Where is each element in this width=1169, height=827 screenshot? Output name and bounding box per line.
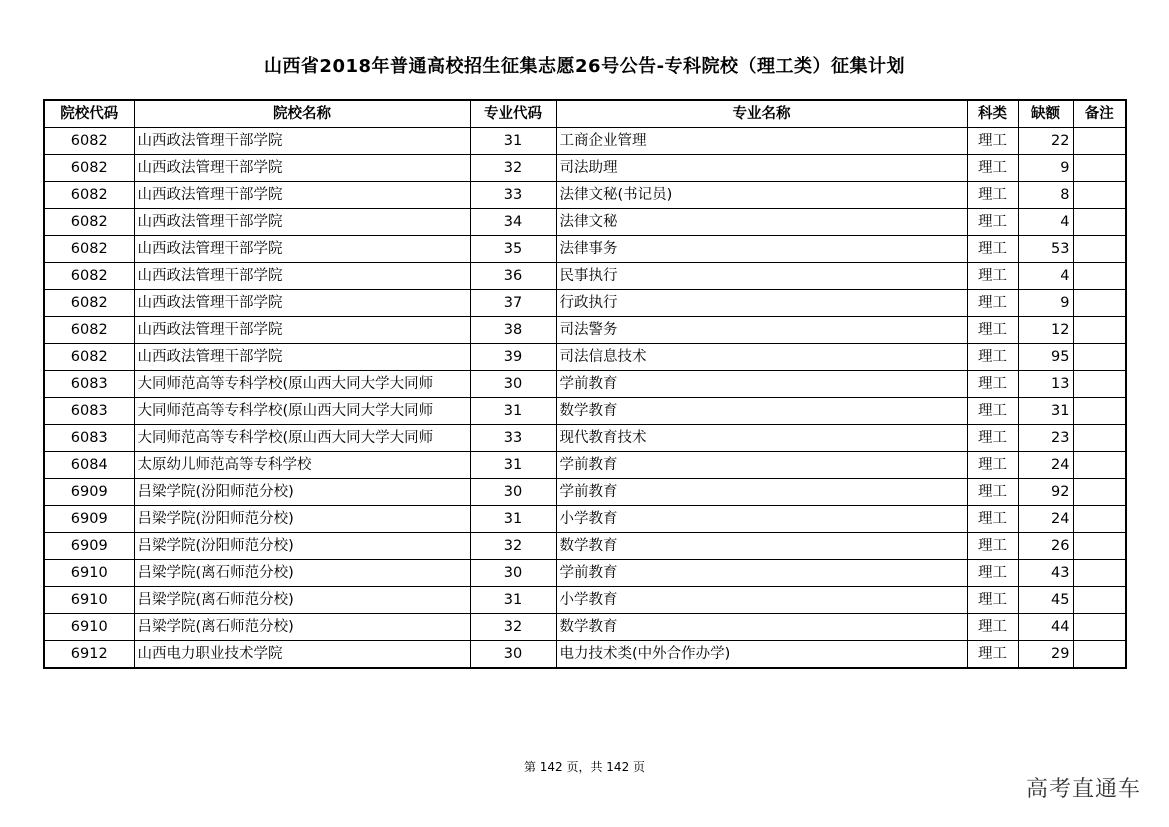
school-name-cell: 山西政法管理干部学院: [134, 128, 470, 155]
school-name-cell: 吕梁学院(离石师范分校): [134, 614, 470, 641]
school-code-cell: 6083: [44, 398, 134, 425]
watermark: 高考直通车: [1025, 777, 1141, 802]
major-name-cell: 司法警务: [556, 317, 967, 344]
remarks-cell: [1073, 641, 1126, 669]
vacancy-cell: 9: [1018, 155, 1073, 182]
major-name-cell: 学前教育: [556, 560, 967, 587]
school-code-cell: 6082: [44, 317, 134, 344]
category-cell: 理工: [967, 425, 1018, 452]
school-name-cell: 吕梁学院(汾阳师范分校): [134, 533, 470, 560]
vacancy-cell: 22: [1018, 128, 1073, 155]
table-row: [44, 641, 1126, 669]
table-row: [44, 236, 1126, 263]
table-row: [44, 479, 1126, 506]
table-body: [44, 128, 1126, 669]
header-major-code: 专业代码: [470, 100, 556, 128]
remarks-cell: [1073, 479, 1126, 506]
remarks-cell: [1073, 344, 1126, 371]
major-code-cell: 37: [470, 290, 556, 317]
category-cell: 理工: [967, 344, 1018, 371]
major-code-cell: 33: [470, 425, 556, 452]
school-name-cell: 吕梁学院(汾阳师范分校): [134, 506, 470, 533]
school-name-cell: 吕梁学院(离石师范分校): [134, 560, 470, 587]
school-name-cell: 太原幼儿师范高等专科学校: [134, 452, 470, 479]
major-name-cell: 司法助理: [556, 155, 967, 182]
major-code-cell: 31: [470, 452, 556, 479]
header-major-name: 专业名称: [556, 100, 967, 128]
remarks-cell: [1073, 128, 1126, 155]
major-name-cell: 小学教育: [556, 506, 967, 533]
remarks-cell: [1073, 398, 1126, 425]
header-category: 科类: [967, 100, 1018, 128]
major-code-cell: 39: [470, 344, 556, 371]
major-code-cell: 30: [470, 479, 556, 506]
school-code-cell: 6909: [44, 506, 134, 533]
category-cell: 理工: [967, 317, 1018, 344]
category-cell: 理工: [967, 641, 1018, 669]
vacancy-cell: 44: [1018, 614, 1073, 641]
category-cell: 理工: [967, 479, 1018, 506]
vacancy-cell: 31: [1018, 398, 1073, 425]
document-title: 山西省2018年普通高校招生征集志愿26号公告-专科院校（理工类）征集计划: [263, 56, 906, 77]
table-row: [44, 371, 1126, 398]
category-cell: 理工: [967, 452, 1018, 479]
school-code-cell: 6910: [44, 587, 134, 614]
table-row: [44, 533, 1126, 560]
remarks-cell: [1073, 506, 1126, 533]
major-name-cell: 小学教育: [556, 587, 967, 614]
major-code-cell: 34: [470, 209, 556, 236]
school-name-cell: 山西政法管理干部学院: [134, 290, 470, 317]
school-code-cell: 6082: [44, 209, 134, 236]
school-code-cell: 6082: [44, 290, 134, 317]
major-code-cell: 31: [470, 587, 556, 614]
school-name-cell: 吕梁学院(离石师范分校): [134, 587, 470, 614]
school-name-cell: 山西政法管理干部学院: [134, 263, 470, 290]
vacancy-cell: 24: [1018, 452, 1073, 479]
school-name-cell: 吕梁学院(汾阳师范分校): [134, 479, 470, 506]
school-name-cell: 大同师范高等专科学校(原山西大同大学大同师: [134, 398, 470, 425]
school-code-cell: 6082: [44, 182, 134, 209]
remarks-cell: [1073, 317, 1126, 344]
school-name-cell: 山西政法管理干部学院: [134, 344, 470, 371]
school-name-cell: 山西电力职业技术学院: [134, 641, 470, 669]
school-code-cell: 6910: [44, 560, 134, 587]
school-code-cell: 6084: [44, 452, 134, 479]
major-name-cell: 数学教育: [556, 614, 967, 641]
school-code-cell: 6082: [44, 344, 134, 371]
school-code-cell: 6083: [44, 371, 134, 398]
major-code-cell: 31: [470, 128, 556, 155]
category-cell: 理工: [967, 236, 1018, 263]
major-name-cell: 数学教育: [556, 398, 967, 425]
major-code-cell: 38: [470, 317, 556, 344]
major-name-cell: 学前教育: [556, 371, 967, 398]
major-code-cell: 31: [470, 506, 556, 533]
category-cell: 理工: [967, 587, 1018, 614]
remarks-cell: [1073, 371, 1126, 398]
remarks-cell: [1073, 155, 1126, 182]
table-row: [44, 290, 1126, 317]
header-vacancy: 缺额: [1018, 100, 1073, 128]
major-code-cell: 33: [470, 182, 556, 209]
category-cell: 理工: [967, 506, 1018, 533]
remarks-cell: [1073, 452, 1126, 479]
major-code-cell: 30: [470, 641, 556, 669]
school-name-cell: 大同师范高等专科学校(原山西大同大学大同师: [134, 371, 470, 398]
major-name-cell: 学前教育: [556, 479, 967, 506]
table-row: [44, 614, 1126, 641]
school-name-cell: 山西政法管理干部学院: [134, 317, 470, 344]
school-code-cell: 6082: [44, 263, 134, 290]
vacancy-cell: 26: [1018, 533, 1073, 560]
remarks-cell: [1073, 533, 1126, 560]
table-header-row: [44, 100, 1126, 128]
table-row: [44, 452, 1126, 479]
school-name-cell: 山西政法管理干部学院: [134, 236, 470, 263]
category-cell: 理工: [967, 371, 1018, 398]
vacancy-cell: 9: [1018, 290, 1073, 317]
vacancy-cell: 53: [1018, 236, 1073, 263]
remarks-cell: [1073, 425, 1126, 452]
remarks-cell: [1073, 209, 1126, 236]
school-name-cell: 山西政法管理干部学院: [134, 209, 470, 236]
category-cell: 理工: [967, 533, 1018, 560]
major-name-cell: 司法信息技术: [556, 344, 967, 371]
remarks-cell: [1073, 560, 1126, 587]
vacancy-cell: 24: [1018, 506, 1073, 533]
page-footer: 第 142 页，共 142 页: [523, 760, 646, 774]
table-row: [44, 128, 1126, 155]
vacancy-cell: 13: [1018, 371, 1073, 398]
school-name-cell: 山西政法管理干部学院: [134, 182, 470, 209]
major-name-cell: 电力技术类(中外合作办学): [556, 641, 967, 669]
school-code-cell: 6910: [44, 614, 134, 641]
major-code-cell: 32: [470, 614, 556, 641]
vacancy-cell: 12: [1018, 317, 1073, 344]
category-cell: 理工: [967, 290, 1018, 317]
vacancy-cell: 29: [1018, 641, 1073, 669]
school-code-cell: 6912: [44, 641, 134, 669]
major-name-cell: 学前教育: [556, 452, 967, 479]
remarks-cell: [1073, 614, 1126, 641]
table-row: [44, 506, 1126, 533]
category-cell: 理工: [967, 560, 1018, 587]
vacancy-cell: 43: [1018, 560, 1073, 587]
category-cell: 理工: [967, 398, 1018, 425]
school-code-cell: 6082: [44, 128, 134, 155]
vacancy-cell: 8: [1018, 182, 1073, 209]
major-name-cell: 法律文秘: [556, 209, 967, 236]
table-row: [44, 425, 1126, 452]
vacancy-cell: 4: [1018, 263, 1073, 290]
vacancy-cell: 92: [1018, 479, 1073, 506]
enrollment-plan-table: [43, 99, 1127, 669]
vacancy-cell: 4: [1018, 209, 1073, 236]
category-cell: 理工: [967, 209, 1018, 236]
table-row: [44, 209, 1126, 236]
major-code-cell: 32: [470, 155, 556, 182]
remarks-cell: [1073, 587, 1126, 614]
vacancy-cell: 23: [1018, 425, 1073, 452]
header-remarks: 备注: [1073, 100, 1126, 128]
school-code-cell: 6909: [44, 533, 134, 560]
remarks-cell: [1073, 290, 1126, 317]
table-row: [44, 398, 1126, 425]
school-name-cell: 山西政法管理干部学院: [134, 155, 470, 182]
table-row: [44, 263, 1126, 290]
category-cell: 理工: [967, 155, 1018, 182]
vacancy-cell: 45: [1018, 587, 1073, 614]
category-cell: 理工: [967, 182, 1018, 209]
table-row: [44, 344, 1126, 371]
major-code-cell: 30: [470, 560, 556, 587]
table-row: [44, 182, 1126, 209]
major-name-cell: 现代教育技术: [556, 425, 967, 452]
category-cell: 理工: [967, 128, 1018, 155]
table-row: [44, 560, 1126, 587]
remarks-cell: [1073, 182, 1126, 209]
table-row: [44, 317, 1126, 344]
remarks-cell: [1073, 263, 1126, 290]
category-cell: 理工: [967, 614, 1018, 641]
major-code-cell: 36: [470, 263, 556, 290]
major-name-cell: 工商企业管理: [556, 128, 967, 155]
remarks-cell: [1073, 236, 1126, 263]
major-name-cell: 行政执行: [556, 290, 967, 317]
school-code-cell: 6909: [44, 479, 134, 506]
school-code-cell: 6082: [44, 155, 134, 182]
major-code-cell: 31: [470, 398, 556, 425]
major-name-cell: 民事执行: [556, 263, 967, 290]
school-name-cell: 大同师范高等专科学校(原山西大同大学大同师: [134, 425, 470, 452]
table-row: [44, 155, 1126, 182]
school-code-cell: 6082: [44, 236, 134, 263]
vacancy-cell: 95: [1018, 344, 1073, 371]
major-name-cell: 数学教育: [556, 533, 967, 560]
category-cell: 理工: [967, 263, 1018, 290]
school-code-cell: 6083: [44, 425, 134, 452]
major-code-cell: 35: [470, 236, 556, 263]
major-code-cell: 30: [470, 371, 556, 398]
header-school-code: 院校代码: [44, 100, 134, 128]
major-name-cell: 法律事务: [556, 236, 967, 263]
major-code-cell: 32: [470, 533, 556, 560]
major-name-cell: 法律文秘(书记员): [556, 182, 967, 209]
table-row: [44, 587, 1126, 614]
header-school-name: 院校名称: [134, 100, 470, 128]
